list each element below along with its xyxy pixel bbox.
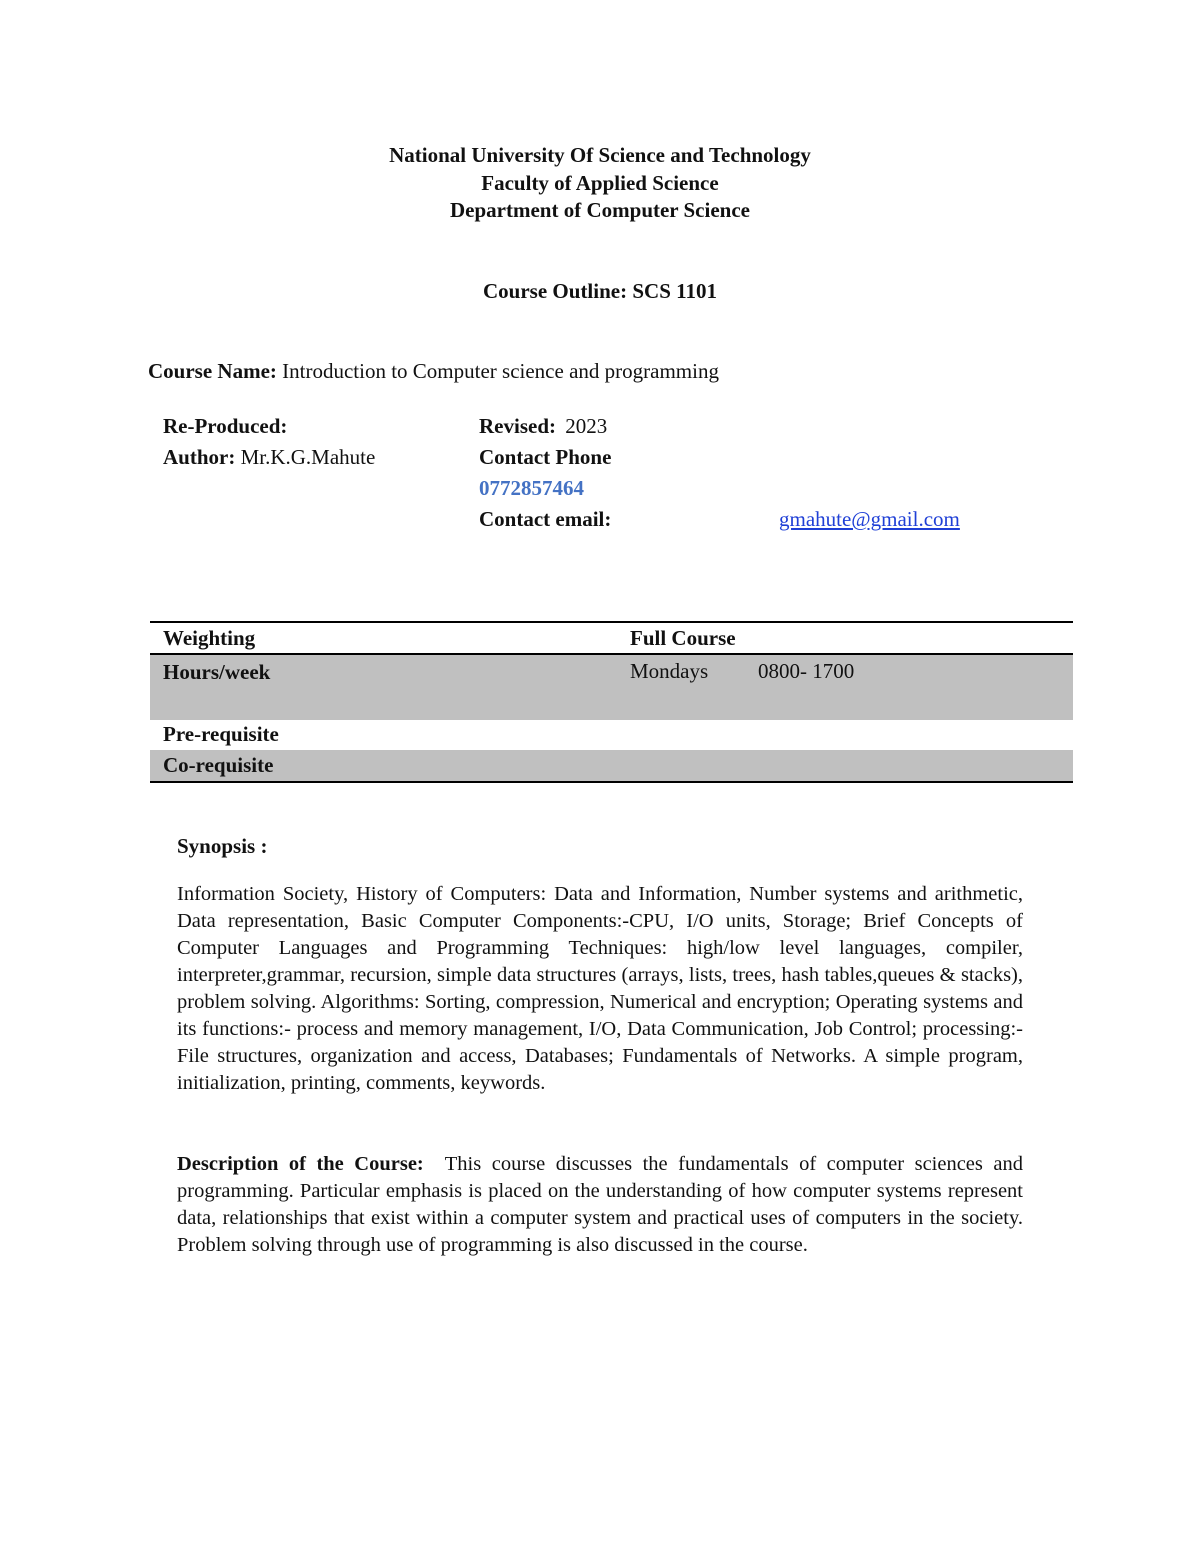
course-name-value: Introduction to Computer science and programming [282, 359, 719, 383]
corequisite-row-shade [150, 750, 1073, 781]
hours-week-day: Mondays [630, 659, 709, 683]
table-header-rule [150, 653, 1073, 655]
description-paragraph [177, 1151, 1023, 1259]
weighting-value: Full Course [630, 626, 736, 650]
description-text: This course discusses the fundamentals of computer sciences and programming. Particular emphasis is placed on the understanding of how computer systems represent data, relationships that exist within a computer system and practical uses of computers in the society. Problem solving through use of programming is also discussed in the course. [177, 1153, 1023, 1256]
hours-week-time: 0800- 1700 [758, 659, 855, 683]
weighting-label: Weighting [163, 626, 256, 650]
course-info-table [150, 621, 1073, 783]
synopsis-heading: Synopsis : [177, 834, 268, 858]
course-outline-title: Course Outline: SCS 1101 [483, 279, 717, 303]
hours-row-shade [150, 654, 1073, 720]
contact-phone-value: 0772857464 [479, 476, 584, 500]
course-name-line [148, 358, 719, 384]
revised-line [479, 413, 607, 439]
contact-email-label: Contact email: [479, 507, 612, 531]
course-name-label: Course Name: [148, 359, 277, 383]
description-label: Description of the Course: [177, 1153, 424, 1175]
table-top-rule [150, 621, 1073, 623]
author-line [163, 444, 375, 470]
revised-label: Revised: [479, 414, 556, 438]
reproduced-label: Re-Produced: [163, 414, 288, 438]
author-label: Author: [163, 445, 236, 469]
corequisite-label: Co-requisite [163, 753, 274, 777]
faculty-name: Faculty of Applied Science [481, 171, 719, 195]
table-bottom-rule [150, 781, 1073, 783]
revised-value: 2023 [565, 414, 608, 438]
prerequisite-label: Pre-requisite [163, 722, 279, 746]
contact-phone-label: Contact Phone [479, 445, 612, 469]
contact-email-link[interactable]: gmahute@gmail.com [779, 507, 960, 531]
university-name: National University Of Science and Technology [389, 143, 811, 167]
department-name: Department of Computer Science [450, 198, 750, 222]
hours-week-label: Hours/week [163, 660, 271, 684]
author-value: Mr.K.G.Mahute [240, 445, 376, 469]
synopsis-text: Information Society, History of Computers: Data and Information, Number systems and arithmetic, Data representation, Basic Computer Components:-CPU, I/O units, Storage; Brief Concepts of Computer Languages and Programming Techniques: high/low level languages, compiler, interpreter,grammar, recursion, simple data structures (arrays, lists, trees, hash tables,queues & stacks), problem solving. Algorithms: Sorting, compression, Numerical and encryption; Operating systems and its functions:- process and memory management, I/O, Data Communication, Job Control; processing:-File structures, organization and access, Databases; Fundamentals of Networks. A simple program, initialization, printing, comments, keywords. [177, 883, 1023, 1094]
